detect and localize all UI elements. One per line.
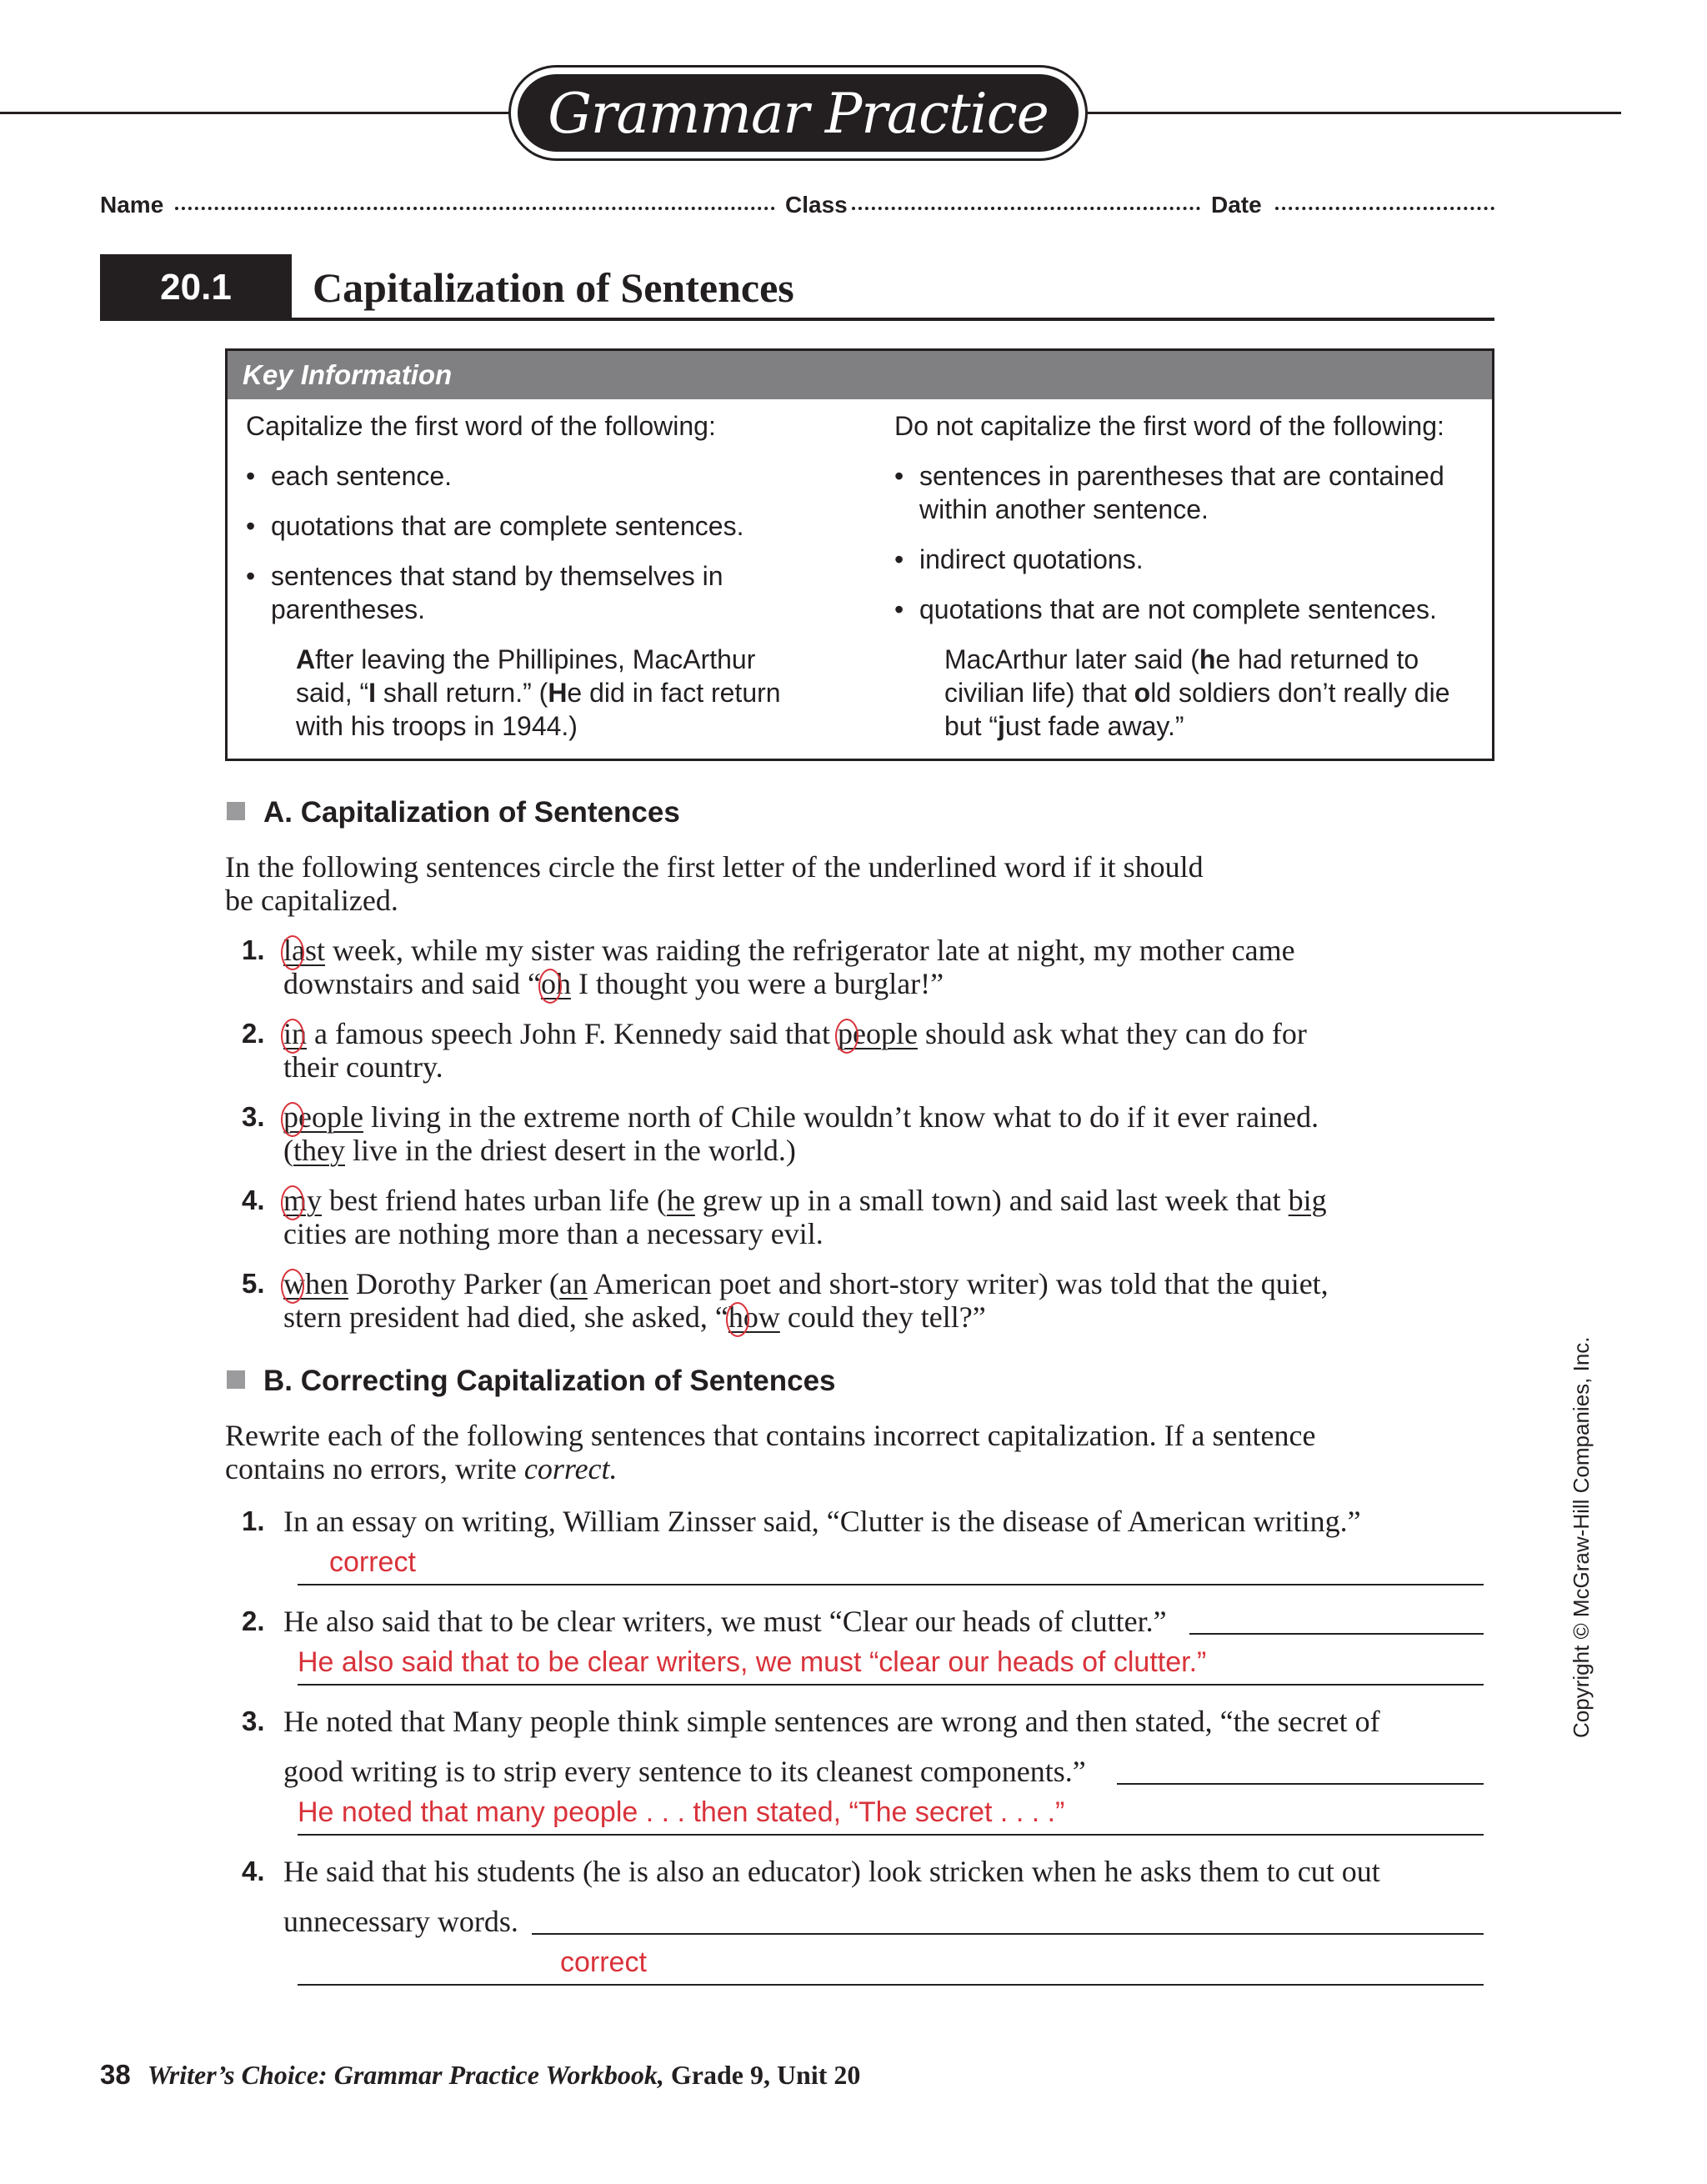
key-right-intro: Do not capitalize the first word of the following: <box>894 411 1444 441</box>
answer-text: correct <box>560 1946 647 1978</box>
underlined-word[interactable]: an <box>558 1267 588 1300</box>
underlined-word[interactable]: people <box>283 1100 363 1134</box>
sentence-text: should ask what they can do for <box>917 1017 1307 1050</box>
sentence-text: Dorothy Parker ( <box>348 1267 559 1300</box>
sentence-text: cities are nothing more than a necessary evil. <box>283 1217 823 1250</box>
name-field[interactable] <box>175 207 775 210</box>
sentence-text: live in the driest desert in the world.) <box>344 1134 796 1167</box>
page-footer <box>100 2059 860 2091</box>
class-field[interactable] <box>852 207 1200 210</box>
answer-text: He noted that many people . . . then stated, “The secret . . . .” <box>298 1796 1065 1828</box>
item-number: 3. <box>242 1101 265 1132</box>
underlined-word[interactable]: in <box>283 1017 307 1050</box>
sentence-text: best friend hates urban life ( <box>322 1184 667 1217</box>
square-bullet-icon <box>227 1370 245 1389</box>
answer-line[interactable] <box>532 1933 1484 1935</box>
part-a-instructions: In the following sentences circle the first letter of the underlined word if it should be capitalized. <box>225 850 1204 917</box>
class-label: Class <box>785 192 848 218</box>
page-number: 38 <box>100 2059 131 2090</box>
underlined-word[interactable]: when <box>283 1267 348 1300</box>
answer-text: He also said that to be clear writers, we must “clear our heads of clutter.” <box>298 1646 1207 1678</box>
key-right-bullet: • indirect quotations. <box>894 543 1478 576</box>
underlined-word[interactable]: how <box>728 1300 780 1334</box>
circle-mark <box>281 1019 304 1054</box>
circle-mark <box>281 935 304 970</box>
date-label: Date <box>1211 192 1262 218</box>
item-number: 4. <box>242 1185 265 1215</box>
part-a-heading: A. Capitalization of Sentences <box>227 796 680 829</box>
underlined-word[interactable]: they <box>293 1134 345 1167</box>
key-left-bullet: • quotations that are complete sentences. <box>246 509 846 543</box>
key-left-intro: Capitalize the first word of the following: <box>246 411 716 441</box>
sentence-text: living in the extreme north of Chile wouldn’t know what to do if it ever rained. <box>363 1100 1319 1134</box>
answer-line[interactable] <box>1189 1633 1484 1635</box>
circle-mark <box>281 1185 304 1220</box>
item-number: 5. <box>242 1268 265 1299</box>
key-left-column <box>246 409 846 743</box>
answer-line[interactable] <box>298 1984 1484 1986</box>
date-field[interactable] <box>1275 207 1494 210</box>
sentence-text: their country. <box>283 1050 443 1084</box>
grade-unit: Grade 9, Unit 20 <box>663 2060 861 2090</box>
key-right-column <box>894 409 1478 743</box>
circle-mark <box>538 969 562 1004</box>
circle-mark <box>726 1302 749 1337</box>
answer-line[interactable] <box>298 1834 1484 1836</box>
underlined-word[interactable]: he <box>666 1184 695 1217</box>
section-number: 20.1 <box>100 254 292 321</box>
circle-mark <box>281 1269 304 1304</box>
underlined-word[interactable]: oh <box>541 967 571 1000</box>
sentence-text: a famous speech John F. Kennedy said that <box>307 1017 838 1050</box>
part-b-instructions: Rewrite each of the following sentences that contains incorrect capitalization. If a sentence contains no errors, write correct. <box>225 1419 1316 1485</box>
sentence-text: grew up in a small town) and said last week that <box>694 1184 1289 1217</box>
sentence-text: downstairs and said “ <box>283 967 541 1000</box>
underlined-word[interactable]: last <box>283 934 325 967</box>
page-title: Grammar Practice <box>518 74 1079 152</box>
item-number: 1. <box>242 934 265 965</box>
section-title: Capitalization of Sentences <box>313 264 794 311</box>
answer-line[interactable] <box>1117 1783 1484 1785</box>
item-number: 2. <box>242 1018 265 1049</box>
underlined-word[interactable]: my <box>283 1184 322 1217</box>
answer-text: correct <box>329 1546 416 1578</box>
key-right-bullet: • quotations that are not complete sentences. <box>894 593 1478 626</box>
sentence-text: stern president had died, she asked, “ <box>283 1300 728 1334</box>
answer-line[interactable] <box>298 1584 1484 1585</box>
key-information-heading: Key Information <box>228 351 1492 399</box>
circle-mark <box>835 1019 859 1054</box>
sentence-text: week, while my sister was raiding the refrigerator late at night, my mother came <box>325 934 1295 967</box>
sentence-text: ( <box>283 1134 293 1167</box>
circle-mark <box>281 1102 304 1137</box>
name-label: Name <box>100 192 164 218</box>
key-right-bullet: • sentences in parentheses that are contained within another sentence. <box>894 459 1478 526</box>
key-right-example: MacArthur later said (he had returned to civilian life) that old soldiers don’t really die but “just fade away.” <box>944 644 1450 741</box>
copyright-notice: Copyright © McGraw-Hill Companies, Inc. <box>1569 1336 1594 1738</box>
underlined-word[interactable]: big <box>1288 1184 1327 1217</box>
answer-line[interactable] <box>298 1684 1484 1686</box>
book-title: Writer’s Choice: Grammar Practice Workbook, <box>147 2060 664 2090</box>
key-left-bullet: • each sentence. <box>246 459 846 493</box>
square-bullet-icon <box>227 802 245 820</box>
underlined-word[interactable]: people <box>838 1017 918 1050</box>
sentence-text: American poet and short-story writer) was told that the quiet, <box>587 1267 1329 1300</box>
sentence-text: could they tell?” <box>779 1300 986 1334</box>
sentence-text: I thought you were a burglar!” <box>570 967 944 1000</box>
key-information-box <box>225 348 1494 761</box>
title-banner <box>508 65 1088 161</box>
part-b-heading: B. Correcting Capitalization of Sentences <box>227 1365 836 1398</box>
section-rule <box>292 318 1494 321</box>
key-left-example: After leaving the Phillipines, MacArthur said, “I shall return.” (He did in fact return with his troops in 1944.) <box>296 644 781 741</box>
key-left-bullet: • sentences that stand by themselves in parentheses. <box>246 559 846 626</box>
